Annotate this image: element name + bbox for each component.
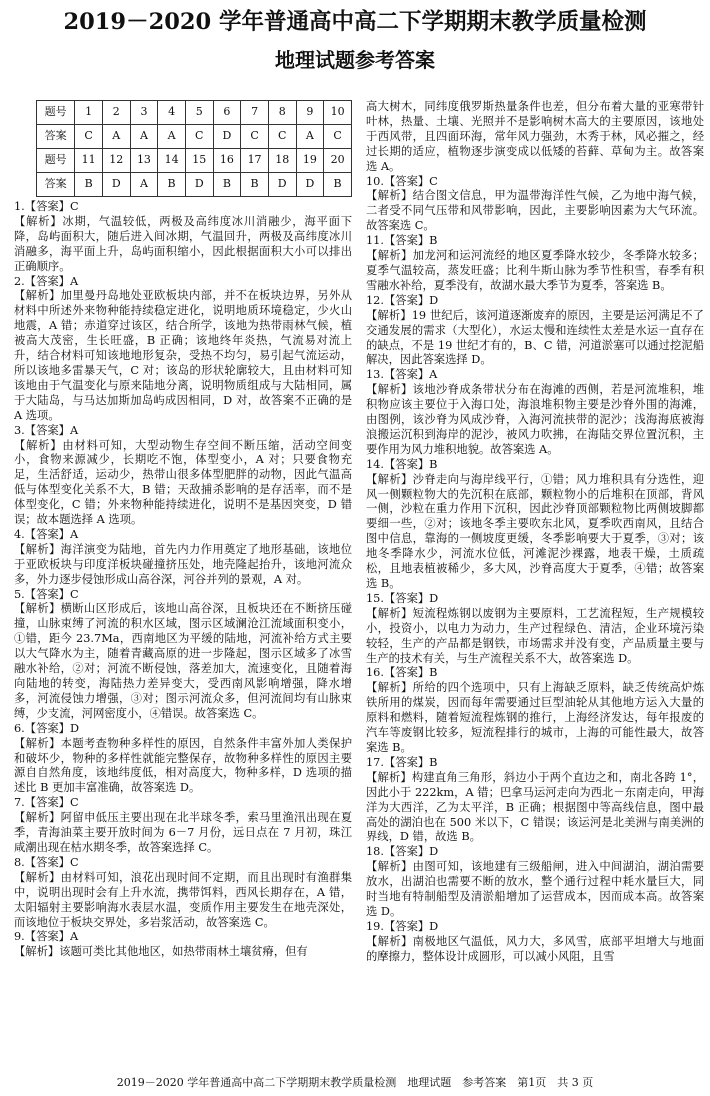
table-row-nums-2	[37, 149, 352, 173]
question-number: 8.	[14, 855, 25, 869]
answer-label: 【答案】D	[383, 845, 439, 859]
answer-label: 【答案】A	[24, 423, 79, 437]
answer-item	[14, 200, 352, 275]
table-header-cell: 答案	[37, 125, 75, 149]
answer-item	[14, 528, 352, 588]
table-cell: C	[324, 125, 352, 149]
page-footer: 2019－2020 学年普通高中高二下学期期末教学质量检测 地理试题 参考答案 第1页 共 3 页	[116, 1076, 594, 1089]
table-cell: A	[102, 125, 130, 149]
explanation-text: 【解析】该地沙脊成条带状分布在海滩的西侧，若是河流堆积，堆积物应该主要位于入海口处，海浪堆积物主要是沙脊外围的海滩，由图例，该沙脊为风成沙脊，入海河流挟带的泥沙；浅海海底被海浪搬运沉积到海岸的泥沙，被风力吹拂，在海陆交界位置沉积，主要作用为风力堆积地貌。故答案选 A。	[366, 383, 704, 456]
answer-item	[366, 845, 704, 920]
answer-label: 【答案】A	[24, 930, 79, 944]
answer-item	[14, 930, 352, 960]
question-number: 2.	[14, 274, 25, 288]
document-title: 2019－2020 学年普通高中高二下学期期末教学质量检测	[63, 9, 647, 35]
answer-label: 【答案】B	[383, 755, 438, 769]
answer-item	[366, 175, 704, 235]
question-number: 17.	[366, 755, 384, 769]
answer-line	[14, 200, 352, 215]
explanation-text: 【解析】所给的四个选项中，只有上海缺乏原料，缺乏传统高炉炼铁所用的煤炭，因而每年需要通过巨型油轮从其他地方运入大量的原料和燃料，随着短流程炼钢的推行，上海经济发达，每年报废的汽车等废钢比较多，短流程排行的城市，上海的可能性最大，故答案选 B。	[366, 681, 704, 754]
table-cell: A	[158, 125, 186, 149]
table-cell: C	[268, 125, 296, 149]
table-cell: 1	[75, 101, 103, 125]
explanation-text: 【解析】短流程炼钢以废钢为主要原料，工艺流程短，生产规模较小，投资小，以电力为动力，生产过程绿色、清洁，企业环境污染较轻，生产的产品都是钢铁，市场需求并没有变，产品质量主要与生产的技术有关，与生产流程关系不大，故答案选 D。	[366, 606, 704, 665]
table-cell: B	[75, 173, 103, 197]
explanation-text: 【解析】加龙河和运河流经的地区夏季降水较少，冬季降水较多；夏季气温较高，蒸发旺盛；比利牛斯山脉为季节性积雪，春季有积雪融水补给，夏季没有，故湖水最大季节为夏季，答案选 B。	[366, 249, 704, 292]
table-cell: C	[75, 125, 103, 149]
table-row-nums-1	[37, 101, 352, 125]
table-cell: 10	[324, 101, 352, 125]
question-number: 11.	[366, 234, 384, 248]
answer-line	[366, 234, 704, 249]
table-row-answers-1	[37, 125, 352, 149]
answer-item	[366, 234, 704, 294]
table-cell: D	[296, 173, 324, 197]
answer-item	[14, 856, 352, 931]
table-cell: 8	[268, 101, 296, 125]
table-cell: 9	[296, 101, 324, 125]
table-cell: D	[213, 125, 241, 149]
table-cell: 20	[324, 149, 352, 173]
answer-label: 【答案】C	[383, 174, 438, 188]
answer-label: 【答案】B	[383, 234, 438, 248]
document-subtitle: 地理试题参考答案	[275, 48, 435, 72]
question-number: 5.	[14, 587, 25, 601]
question-number: 16.	[366, 666, 384, 680]
explanation-text: 【解析】由材料可知，浪花出现时间不定期，而且出现时有渔群集中，说明出现时会有上升水流，携带饵料，西风长期存在，A 错，太阳辐射主要影响海水表层水温，变质作用主要发生在地壳深处，而该地位于板块交界处，多岩浆活动，故答案选 C。	[14, 870, 352, 929]
question-number: 15.	[366, 591, 384, 605]
answer-line	[366, 592, 704, 607]
answer-item	[366, 100, 704, 175]
answer-item	[366, 294, 704, 369]
left-answer-list	[14, 200, 352, 960]
answer-line	[366, 294, 704, 309]
explanation-text: 【解析】海洋演变为陆地，首先内力作用奠定了地形基础，该地位于亚欧板块与印度洋板块碰撞挤压处，地壳隆起抬升，该地河流众多，外力逐步侵蚀形成山高谷深，河谷并列的景观，A 对。	[14, 542, 352, 586]
explanation-text: 【解析】该题可类比其他地区，如热带雨林土壤贫瘠，但有	[14, 945, 308, 959]
table-cell: A	[130, 173, 158, 197]
answer-item	[14, 275, 352, 424]
content-columns	[14, 100, 704, 1068]
answer-line	[14, 528, 352, 543]
answer-line	[366, 458, 704, 473]
table-header-cell: 题号	[37, 149, 75, 173]
answer-label: 【答案】D	[383, 591, 439, 605]
answer-label: 【答案】A	[24, 274, 79, 288]
table-cell: A	[296, 125, 324, 149]
answer-label: 【答案】D	[24, 721, 80, 735]
answer-line	[366, 756, 704, 771]
answer-line	[366, 666, 704, 681]
table-cell: 15	[185, 149, 213, 173]
question-number: 3.	[14, 423, 25, 437]
explanation-text: 【解析】19 世纪后，该河道逐渐废弃的原因，主要是运河满足不了交通发展的需求（大型化），水运太慢和连续性太差是水运一直存在的缺点，不是 19 世纪才有的，B、C 错，河道淤塞可以通过挖泥船解决，因此答案选择 D。	[366, 308, 704, 367]
answer-line	[14, 588, 352, 603]
answer-item	[14, 722, 352, 797]
answer-label: 【答案】D	[383, 293, 439, 307]
table-cell: 2	[102, 101, 130, 125]
answer-label: 【答案】A	[383, 368, 438, 382]
table-cell: 12	[102, 149, 130, 173]
answer-line	[14, 424, 352, 439]
table-cell: B	[324, 173, 352, 197]
table-cell: 4	[158, 101, 186, 125]
table-cell: C	[241, 125, 269, 149]
answer-label: 【答案】B	[383, 457, 438, 471]
table-cell: A	[130, 125, 158, 149]
question-number: 6.	[14, 721, 25, 735]
table-cell: 6	[213, 101, 241, 125]
answer-label: 【答案】C	[24, 796, 79, 810]
explanation-text: 【解析】加里曼丹岛地处亚欧板块内部，并不在板块边界，另外从材料中所述外来物种能持续稳定进化，说明地质环境稳定，少火山地震，A 错；赤道穿过该区，结合所学，该地为热带雨林气候，植被高大茂密，生长旺盛，B 正确；该地终年炎热，气流易对流上升，结合材料可知该地地形复杂，受热不均匀，易引起气流运动，所以该地多雷暴天气，C 对；该岛的形状轮廓较大，且由材料可知该地由于气温变化与原来陆地分离，说明物质组成与大陆相同，属于大陆岛，与马达加斯加岛屿成因相同，D 对，故答案不正确的是 A 选项。	[14, 289, 352, 422]
answer-item	[14, 796, 352, 856]
table-cell: 19	[296, 149, 324, 173]
explanation-text: 【解析】沙脊走向与海岸线平行，①错；风力堆积具有分选性，迎风一侧颗粒物大的先沉积在底部，颗粒物小的后堆积在顶部，背风一侧，沙粒在重力作用下沉积，因此沙脊顶部颗粒物比两侧坡脚都要细一些，②对；该地冬季主要吹东北风，夏季吹西南风，且结合图中信息，靠海的一侧坡度更缓，冬季影响要大于夏季，③对；该地冬季降水少，河流水位低，河滩泥沙裸露，地表干燥，土质疏松，且地表植被稀少，多大风，沙脊高度大于夏季，④错；故答案选 B。	[366, 472, 704, 590]
answer-line	[366, 920, 704, 935]
table-cell: B	[241, 173, 269, 197]
left-column	[14, 100, 352, 1068]
answer-label: 【答案】B	[383, 666, 438, 680]
question-number: 9.	[14, 930, 25, 944]
table-cell: 5	[185, 101, 213, 125]
answer-item	[14, 424, 352, 528]
answer-label: 【答案】D	[383, 919, 439, 933]
question-number: 12.	[366, 293, 384, 307]
explanation-text: 【解析】南极地区气温低，风力大，多风雪，底部平坦增大与地面的摩擦力，整体设计成圆形，可以减小风阻，且雪	[366, 934, 704, 963]
table-cell: 7	[241, 101, 269, 125]
question-number: 18.	[366, 845, 384, 859]
answer-line	[14, 722, 352, 737]
answer-label: 【答案】C	[24, 587, 79, 601]
explanation-text: 【解析】构建直角三角形，斜边小于两个直边之和，南北各跨 1°，因此小于 222km，A 错；巴拿马运河走向为西北－东南走向，甲海洋为大西洋，乙为太平洋，B 正确；根据图中等高线信息，图中最高处的湖泊也在 500 米以下，C 错误；该运河是北美洲与南美洲的界线，D 错，故选 B。	[366, 770, 704, 844]
table-cell: 3	[130, 101, 158, 125]
right-answer-list	[366, 100, 704, 965]
answer-label: 【答案】C	[24, 200, 79, 213]
answer-line	[14, 796, 352, 811]
answer-item	[14, 588, 352, 722]
question-number: 1.	[14, 200, 25, 213]
table-cell: 18	[268, 149, 296, 173]
explanation-text: 【解析】冰期，气温较低，两极及高纬度冰川消融少，海平面下降，岛屿面积大，随后进入间冰期，气温回升，两极及高纬度冰川消融多，海平面上升，岛屿面积缩小，因此根据面积大小可以排出正确顺序。	[14, 214, 352, 273]
table-cell: B	[158, 173, 186, 197]
answer-label: 【答案】A	[24, 527, 79, 541]
answer-item	[366, 592, 704, 667]
table-cell: B	[213, 173, 241, 197]
answer-item	[366, 368, 704, 457]
explanation-text: 【解析】结合图文信息，甲为温带海洋性气候，乙为地中海气候，二者受不同气压带和风带影响，因此，主要影响因素为大气环流。故答案选 C。	[366, 189, 704, 233]
answer-table	[36, 100, 352, 197]
table-cell: 13	[130, 149, 158, 173]
explanation-text: 【解析】横断山区形成后，该地山高谷深，且板块还在不断挤压碰撞，山脉束缚了河流的积水区域，图示区域澜沧江流域面积变小，①错，距今 23.7Ma，西南地区为平缓的陆地，河流补给方式主要以大气降水为主，随着青藏高原的进一步隆起，图示区域多了冰雪融水补给，②对；河流不断侵蚀，落差加大，流速变化，且随着海向陆地的转变，海陆热力差异变大，受西南风影响增强，降水增多，河流侵蚀力增强，③对；图示河流众多，但河流间均有山脉束缚，少支流，河网密度小，④错误。故答案选 C。	[14, 602, 352, 720]
answer-item	[366, 920, 704, 965]
answer-label: 【答案】C	[24, 855, 79, 869]
question-number: 4.	[14, 527, 25, 541]
table-cell: 11	[75, 149, 103, 173]
question-number: 13.	[366, 368, 384, 382]
explanation-text: 【解析】由材料可知，大型动物生存空间不断压缩，活动空间变小，食物来源减少，长期吃不饱，体型变小，A 对；只要食物充足，生活舒适，运动少，热带山很多体型肥胖的动物，因此气温高低与体型变化关系不大，B 错；天敌捕杀影响的是存活率，而不是体型变化，C 错；外来物种能持续进化，说明不是基因突变，D 错误；故本题选择 A 选项。	[14, 438, 352, 527]
table-cell: D	[102, 173, 130, 197]
table-cell: D	[185, 173, 213, 197]
table-cell: 16	[213, 149, 241, 173]
table-cell: 17	[241, 149, 269, 173]
question-number: 19.	[366, 919, 384, 933]
table-cell: D	[268, 173, 296, 197]
answer-line	[14, 930, 352, 945]
answer-line	[14, 856, 352, 871]
explanation-text: 【解析】本题考查物种多样性的原因，自然条件丰富外加人类保护和破坏少，物种的多样性就能完整保存，故物种多样性的原因主要源自自然角度，该地纬度低，相对高度大，物种多样，D 选项的描述比 B 更加丰富准确，故答案选 D。	[14, 736, 352, 795]
answer-line	[366, 845, 704, 860]
table-cell: 14	[158, 149, 186, 173]
question-number: 7.	[14, 796, 25, 810]
answer-line	[366, 175, 704, 190]
table-header-cell: 答案	[37, 173, 75, 197]
table-cell: C	[185, 125, 213, 149]
answer-line	[366, 368, 704, 383]
table-header-cell: 题号	[37, 101, 75, 125]
answer-line	[14, 275, 352, 290]
question-number: 14.	[366, 457, 384, 471]
answer-item	[366, 666, 704, 755]
explanation-text: 【解析】由图可知，该地建有三级船闸，进入中间湖泊，湖泊需要放水，出湖泊也需要不断的放水，整个通行过程中耗水量巨大，同时当地有特制船型及清淤船增加了运营成本，因而成本高。故答案选 D。	[366, 860, 704, 918]
right-column	[366, 100, 704, 1068]
explanation-text: 高大树木，同纬度俄罗斯热量条件也差，但分布着大量的亚寒带针叶林，热量、土壤、光照并不是影响树木高大的主要原因，该地处于西风带，且四面环海，常年风力强劲，木秀于林，风必摧之，经过长期的适应，植物逐步演变成以低矮的苔藓、草甸为主。故答案选 A。	[366, 100, 704, 173]
answer-item	[366, 458, 704, 592]
explanation-text: 【解析】阿留申低压主要出现在北半球冬季，索马里渔汛出现在夏季，青海油菜主要开放时间为 6－7 月份，远日点在 7 月初，珠江咸潮出现在枯水期冬季，故答案选择 C。	[14, 811, 352, 854]
table-row-answers-2	[37, 173, 352, 197]
question-number: 10.	[366, 174, 384, 188]
answer-item	[366, 756, 704, 845]
